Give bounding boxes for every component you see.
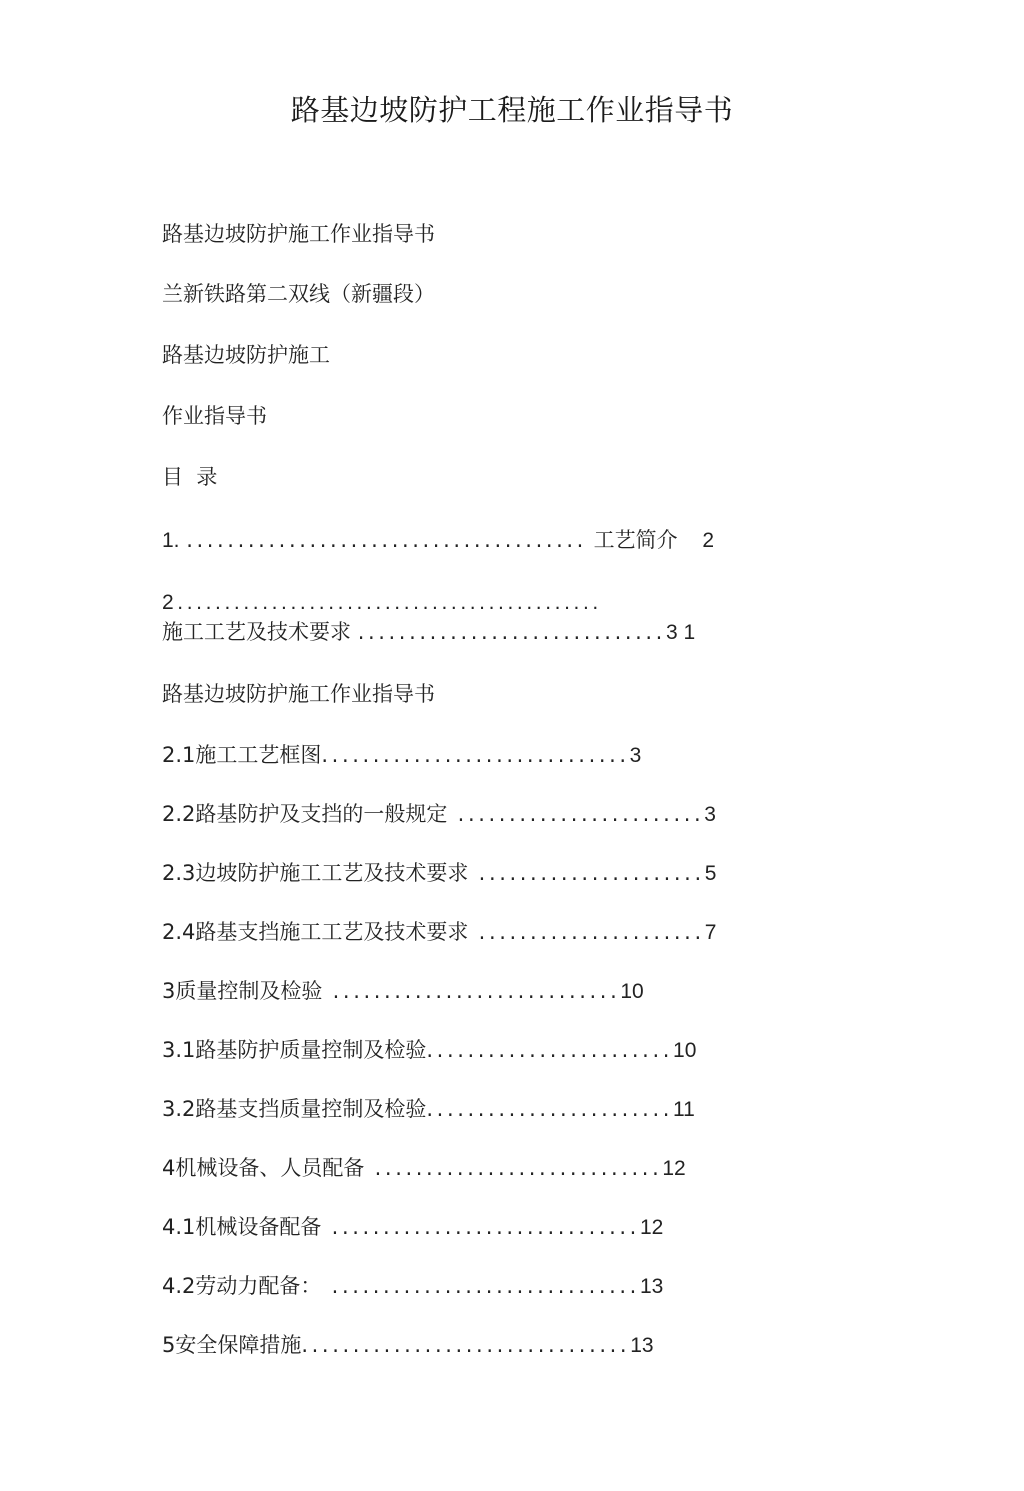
- toc-entry-2-line-1[interactable]: [162, 589, 602, 616]
- toc-entry-leader: ............................: [364, 1156, 663, 1180]
- toc-entry-label: 3.1路基防护质量控制及检验: [162, 1038, 427, 1062]
- toc-entry-label: 5安全保障措施: [162, 1333, 302, 1357]
- toc-entry-page: 7: [704, 921, 717, 944]
- project-name-line: 兰新铁路第二双线（新疆段）: [162, 282, 435, 306]
- toc-entry[interactable]: [162, 1273, 663, 1300]
- toc-heading: 目 录: [162, 465, 218, 489]
- toc-entry-label: 3质量控制及检验: [162, 979, 323, 1003]
- toc-entry-page: 3: [704, 803, 716, 826]
- toc-entry[interactable]: [162, 1214, 663, 1241]
- toc-entry-leader: ........................: [426, 1097, 674, 1121]
- toc-entry-label: 4.1机械设备配备: [162, 1215, 322, 1239]
- guide-name-line: 作业指导书: [162, 404, 267, 428]
- toc-entry-1[interactable]: [162, 527, 714, 554]
- toc-entry-label: 3.2路基支挡质量控制及检验: [162, 1097, 427, 1121]
- toc-entry-page: 10: [673, 1039, 697, 1062]
- toc-entry-1-leader: .......................................: [186, 528, 587, 552]
- toc-entry[interactable]: [162, 1096, 695, 1123]
- toc-entry-leader: ..............................: [321, 1274, 640, 1298]
- toc-entry-leader: ............................: [322, 979, 621, 1003]
- toc-entry-1-page: 2: [702, 529, 715, 552]
- toc-entry[interactable]: [162, 978, 644, 1005]
- toc-entry-page: 12: [639, 1216, 664, 1239]
- section-name-line: 路基边坡防护施工: [162, 343, 330, 367]
- toc-entry[interactable]: [162, 919, 716, 946]
- toc-entry[interactable]: [162, 1037, 696, 1064]
- toc-entry-label: 4.2劳动力配备：: [162, 1274, 322, 1298]
- toc-entry-label: 4机械设备、人员配备: [162, 1156, 365, 1180]
- subtitle-line: 路基边坡防护施工作业指导书: [162, 222, 435, 246]
- toc-entry-2-page: 3 1: [665, 621, 696, 644]
- toc-entry-2-leader-2: ..............................: [357, 620, 666, 644]
- toc-entry-leader: ................................: [301, 1333, 631, 1357]
- running-header: 路基边坡防护施工作业指导书: [162, 682, 435, 706]
- toc-entry[interactable]: [162, 1155, 686, 1182]
- toc-entry-2-leader: 2.............................................: [162, 591, 602, 614]
- toc-entry[interactable]: [162, 1332, 654, 1359]
- toc-entry-leader: ......................: [468, 861, 705, 885]
- toc-entry-leader: ........................: [426, 1038, 674, 1062]
- toc-entry-page: 11: [673, 1098, 695, 1121]
- toc-entry-label: 2.1施工工艺框图: [162, 743, 322, 767]
- toc-entry-page: 5: [704, 862, 717, 885]
- toc-entry-page: 3: [629, 744, 642, 767]
- document-title: 路基边坡防护工程施工作业指导书: [290, 93, 734, 127]
- toc-entry[interactable]: [162, 801, 716, 828]
- toc-entry-2-title: 施工工艺及技术要求: [162, 620, 351, 644]
- toc-entry-page: 13: [639, 1275, 664, 1298]
- toc-entry-label: 2.2路基防护及支挡的一般规定: [162, 802, 448, 826]
- toc-entry-label: 2.3边坡防护施工工艺及技术要求: [162, 861, 469, 885]
- toc-entry-leader: ..............................: [321, 743, 630, 767]
- toc-entry-leader: ........................: [447, 802, 705, 826]
- toc-entry[interactable]: [162, 742, 641, 769]
- toc-entry-1-number: 1.: [162, 529, 180, 552]
- toc-entry-page: 10: [620, 980, 644, 1003]
- toc-entry-page: 12: [662, 1157, 686, 1180]
- toc-entry[interactable]: [162, 860, 716, 887]
- toc-entry-page: 13: [630, 1334, 654, 1357]
- toc-entry-leader: ......................: [468, 920, 705, 944]
- toc-entry-leader: ..............................: [321, 1215, 640, 1239]
- toc-entry-label: 2.4路基支挡施工工艺及技术要求: [162, 920, 469, 944]
- toc-entry-1-title: 工艺简介: [593, 528, 678, 552]
- toc-entry-2-line-2[interactable]: [162, 619, 695, 646]
